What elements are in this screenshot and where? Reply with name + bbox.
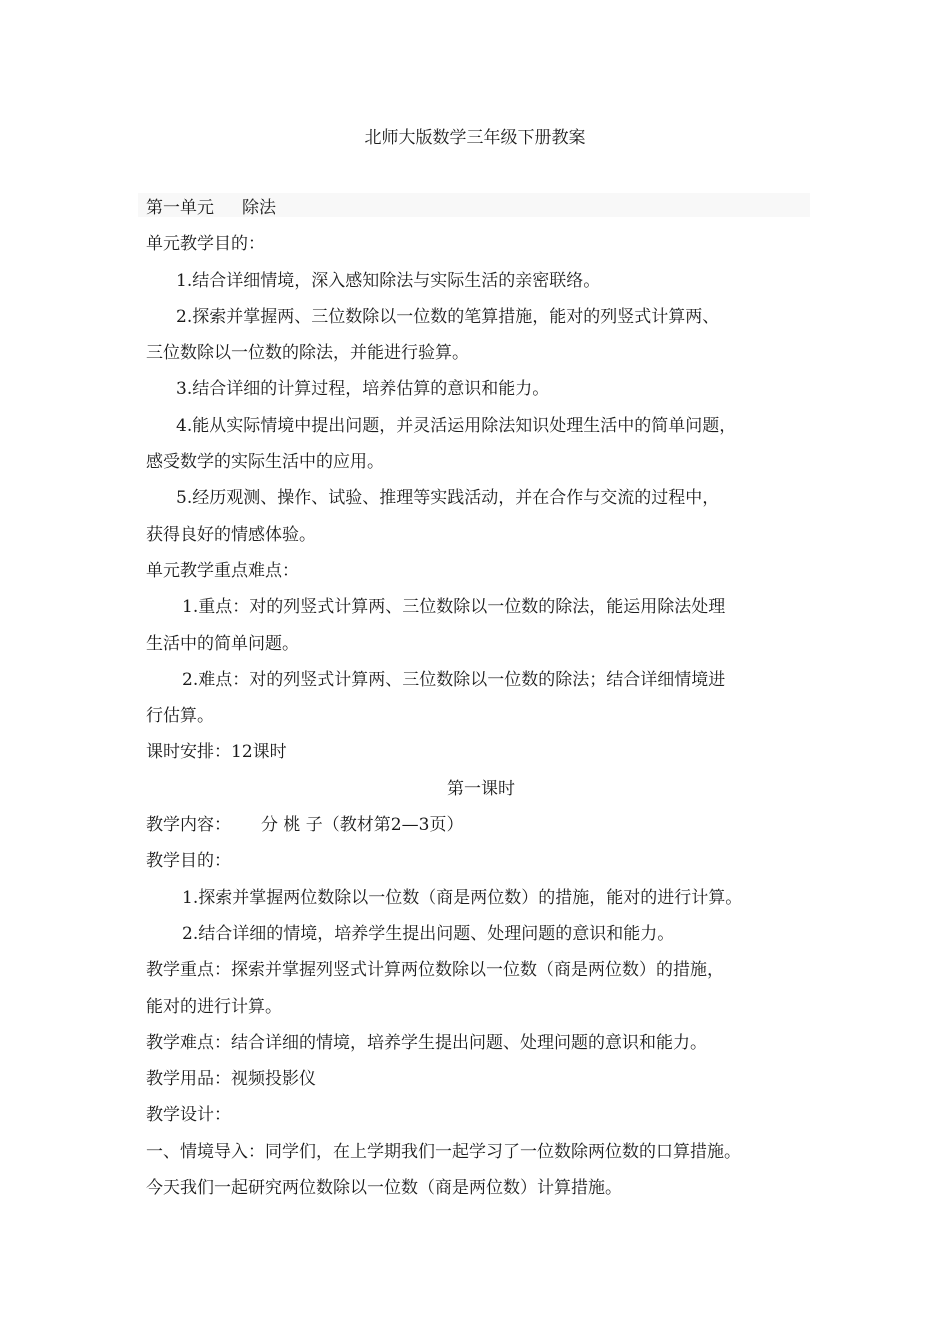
unit-objective-line: 3.结合详细的计算过程，培养估算的意识和能力。 (176, 379, 550, 400)
unit-heading (146, 190, 816, 226)
lesson-goal-line: 1.探索并掌握两位数除以一位数（商是两位数）的措施，能对的进行计算。 (182, 887, 743, 908)
document-body (146, 190, 816, 1206)
lesson-content-label: 教学内容： (146, 815, 231, 836)
lesson-difficulty: 教学难点：结合详细的情境，培养学生提出问题、处理问题的意识和能力。 (146, 1032, 707, 1053)
lesson-design-line: 一、情境导入：同学们，在上学期我们一起学习了一位数除两位数的口算措施。 (146, 1141, 741, 1162)
lesson-goals-label: 教学目的： (146, 851, 231, 872)
unit-objective-line: 1.结合详细情境，深入感知除法与实际生活的亲密联络。 (176, 270, 601, 291)
document-title: 北师大版数学三年级下册教案 (364, 128, 586, 148)
lesson-design-label: 教学设计： (146, 1105, 231, 1126)
lesson-content (146, 807, 816, 843)
unit-heading-number: 第一单元 (146, 198, 214, 218)
unit-objective-line: 三位数除以一位数的除法，并能进行验算。 (146, 343, 469, 364)
unit-objective-line: 感受数学的实际生活中的应用。 (146, 452, 384, 473)
lesson-focus-line: 能对的进行计算。 (146, 996, 282, 1017)
lesson-focus-line: 教学重点：探索并掌握列竖式计算两位数除以一位数（商是两位数）的措施， (146, 960, 724, 981)
unit-objectives-label: 单元教学目的： (146, 234, 265, 255)
lesson-materials: 教学用品：视频投影仪 (146, 1069, 316, 1090)
lesson-content-value: 分 桃 子（教材第2—3页） (261, 815, 464, 836)
unit-objective-line: 5.经历观测、操作、试验、推理等实践活动，并在合作与交流的过程中， (176, 488, 720, 509)
lesson-design-line: 今天我们一起研究两位数除以一位数（商是两位数）计算措施。 (146, 1178, 622, 1199)
unit-key-point-line: 1.重点：对的列竖式计算两、三位数除以一位数的除法，能运用除法处理 (182, 597, 726, 618)
unit-key-point-line: 2.难点：对的列竖式计算两、三位数除以一位数的除法；结合详细情境进 (182, 669, 726, 690)
unit-key-point-line: 行估算。 (146, 706, 214, 727)
unit-key-points-label: 单元教学重点难点： (146, 560, 299, 581)
unit-schedule: 课时安排：12课时 (146, 742, 287, 763)
unit-key-point-line: 生活中的简单问题。 (146, 633, 299, 654)
unit-objective-line: 2.探索并掌握两、三位数除以一位数的笔算措施，能对的列竖式计算两、 (176, 306, 720, 327)
lesson-goal-line: 2.结合详细的情境，培养学生提出问题、处理问题的意识和能力。 (182, 923, 675, 944)
unit-objective-line: 获得良好的情感体验。 (146, 524, 316, 545)
lesson-title: 第一课时 (447, 778, 515, 799)
unit-heading-topic: 除法 (242, 198, 276, 218)
unit-objective-line: 4.能从实际情境中提出问题，并灵活运用除法知识处理生活中的简单问题， (176, 415, 737, 436)
